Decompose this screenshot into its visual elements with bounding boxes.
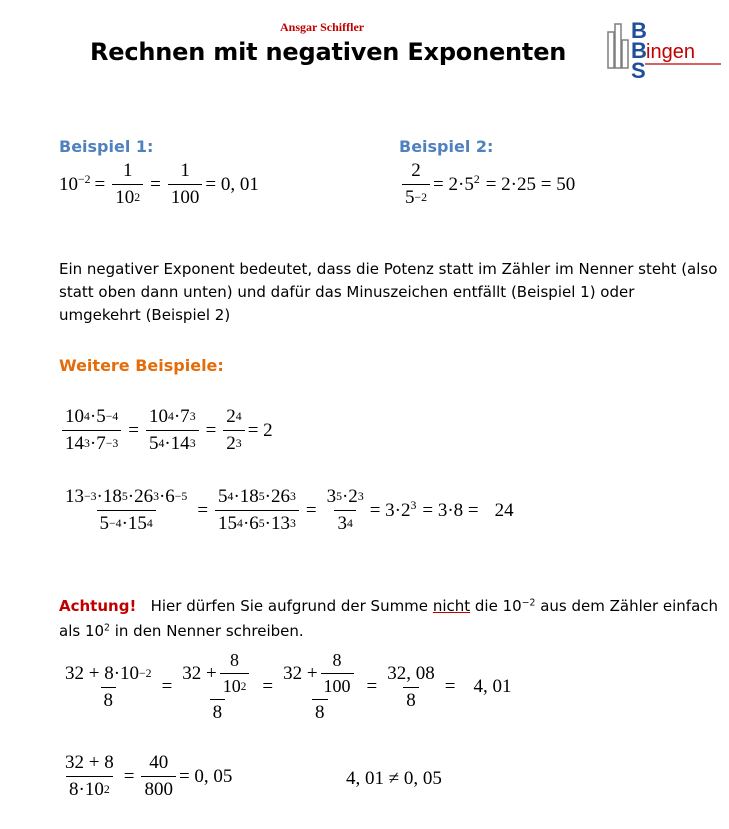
logo-word: ingen [646, 41, 695, 63]
logo-letter-s: S [631, 58, 646, 82]
fraction: 13 −3 ·18 5 ·26 3 ·6 −5 5 −4 ·15 4 [65, 486, 188, 534]
fraction: 2 5 −2 [402, 160, 430, 209]
beispiel-2-equation: 2 5 −2 = $2\cdot 5^2$ = 2·25 = 50 [399, 160, 575, 209]
inner-fraction: 8 10 2 [220, 650, 250, 697]
fraction: $\frac{1}{100}$ [168, 160, 203, 209]
beispiel-2-heading: Beispiel 2: [399, 137, 494, 156]
example-1-equation: 10 4 ·5 −4 14 3 ·7 −3 = 10 4 ·7 3 5 4 ·14 3 = 2 4 2 3 = 2 [59, 406, 273, 455]
beispiel-1-equation: $10^{-2}$ = 1 10 2 = $\frac{1}{100}$ = 0, 01 [59, 160, 259, 208]
warning-label: Achtung! [59, 597, 137, 615]
beispiel-1-heading: Beispiel 1: [59, 137, 154, 156]
fraction: 32 + $\frac{8}{100}$ 8 [280, 650, 359, 724]
example-3-equation: 32 + 8·10 −2 8 = 32 + 8 10 2 8 = 32 + $\frac{8}{100}$ 8 = $\frac{32, 08}{8}$ = 4, 01 [59, 650, 511, 724]
example-2-equation: 13 −3 ·18 5 ·26 3 ·6 −5 5 −4 ·15 4 = 5 4 ·18 5 ·26 3 15 4 ·6 5 ·13 3 = 3 5 ·2 3 3 4 = $3\cdot 2^3$ = 3·8 = 24 [59, 486, 514, 535]
example-4-equation: 32 + 8 8·10 2 = $\frac{40}{800}$ = 0, 05 [59, 752, 232, 801]
page-title: Rechnen mit negativen Exponenten [90, 38, 567, 66]
fraction: 10 4 ·7 3 5 4 ·14 3 [146, 406, 199, 455]
logo-letter-b1: B [631, 18, 647, 43]
explanation-text: Ein negativer Exponent bedeutet, dass die Potenz statt im Zähler im Nenner steht (also statt oben dann unten) und dafür das Minuszeichen entfällt (Beispiel 1) oder umgekehrt (Beispiel 2) [59, 260, 718, 324]
fraction: 3 5 ·2 3 3 4 [326, 486, 364, 534]
fraction: 5 4 ·18 5 ·26 3 15 4 ·6 5 ·13 3 [215, 486, 299, 535]
fraction: $\frac{32, 08}{8}$ [387, 662, 435, 711]
fraction: 2 4 2 3 [223, 406, 244, 455]
inner-fraction: $\frac{8}{100}$ [321, 650, 354, 697]
fraction: 32 + 8 8·10 2 [65, 752, 114, 800]
fraction: 1 10 2 [112, 160, 143, 209]
fraction: $\frac{40}{800}$ [141, 752, 176, 801]
nicht-emphasis: nicht [432, 597, 471, 615]
warning-text: Achtung! Hier dürfen Sie aufgrund der Summe nicht die $10^{-2}$ aus dem Zähler einfach als $10^2$ in den Nenner schreiben. [59, 597, 719, 640]
fraction: 10 4 ·5 −4 14 3 ·7 −3 [62, 406, 121, 455]
bbs-bingen-logo [605, 18, 725, 82]
logo-letter-b2: B [631, 38, 647, 63]
weitere-beispiele-heading: Weitere Beispiele: [59, 356, 224, 375]
fraction: 32 + 8·10 −2 8 [65, 662, 152, 711]
fraction: 32 + 8 10 2 8 [179, 650, 255, 724]
inequality-comparison: 4, 01 ≠ 0, 05 [346, 768, 442, 789]
author-name: Ansgar Schiffler [280, 20, 365, 34]
